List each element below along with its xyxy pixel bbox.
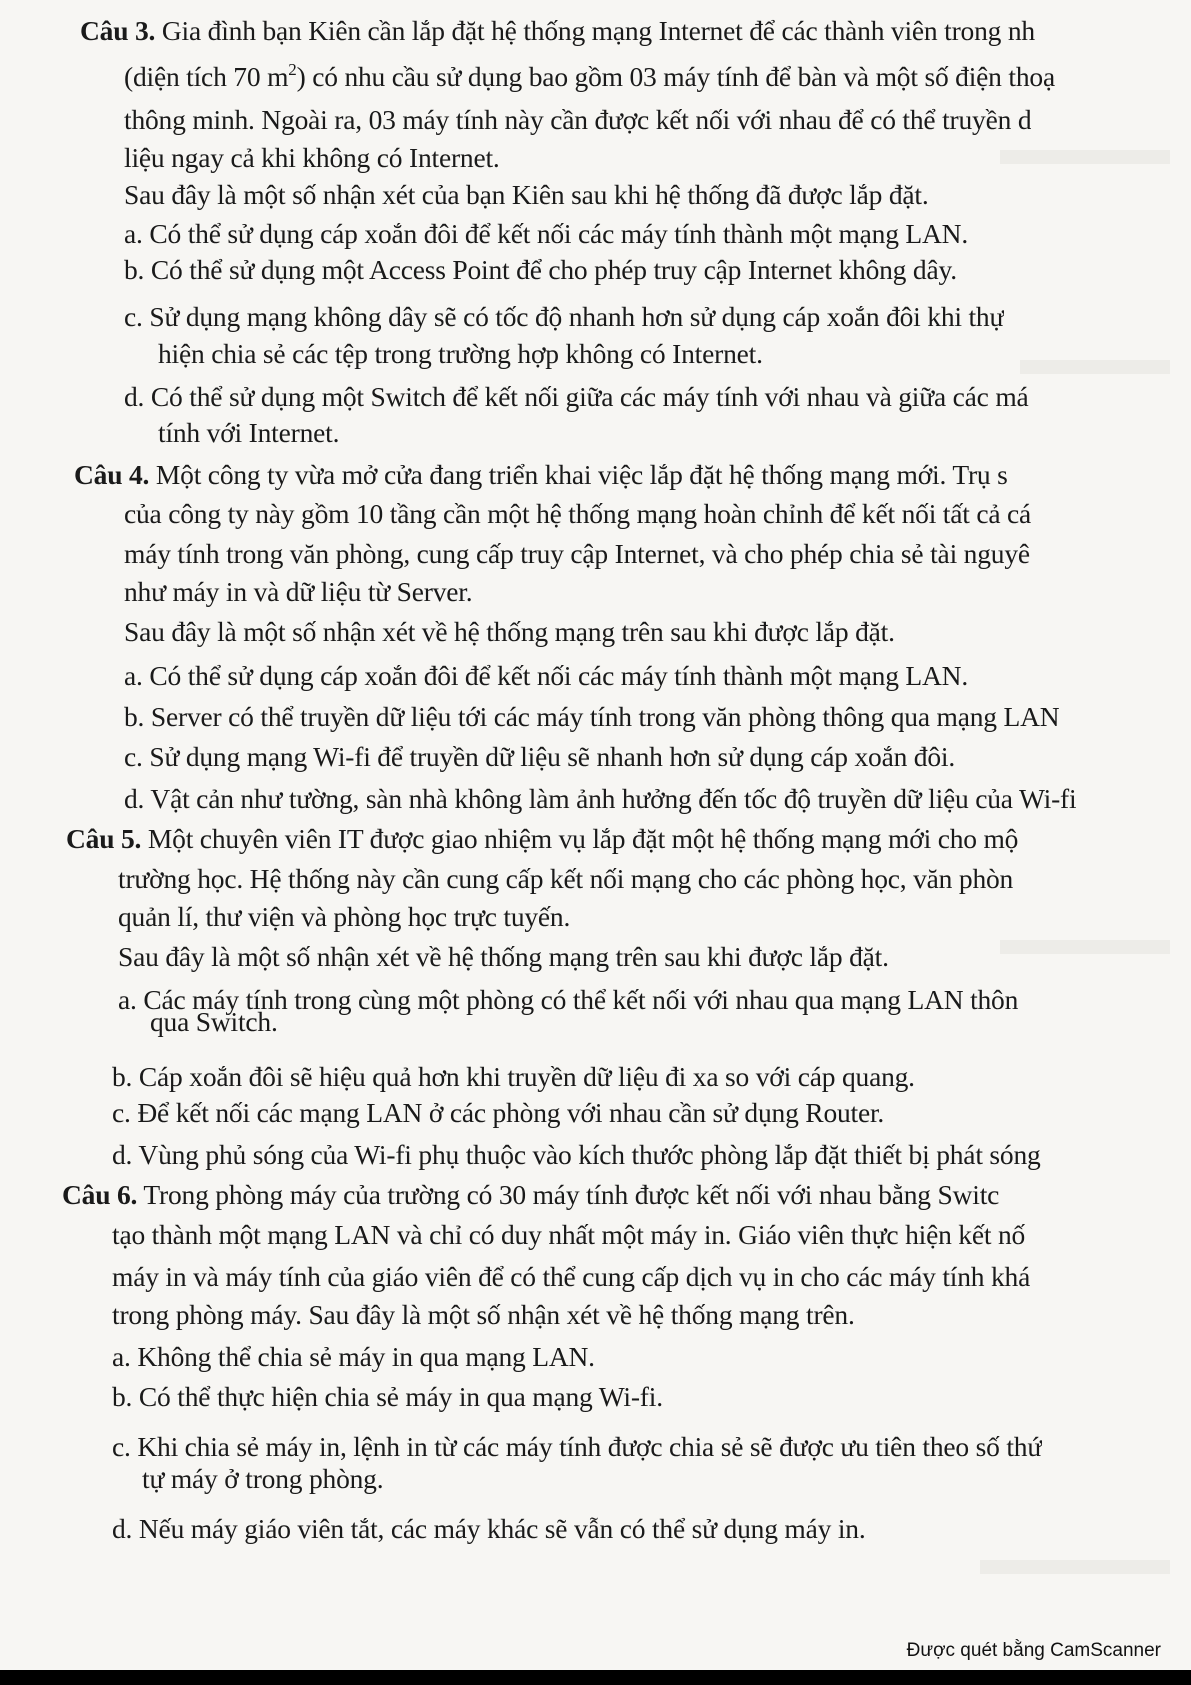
question-5-line-2: trường học. Hệ thống này cần cung cấp kết nối mạng cho các phòng học, văn phòn xyxy=(118,863,1014,894)
question-4-line-2: của công ty này gồm 10 tầng cần một hệ thống mạng hoàn chỉnh để kết nối tất cả cá xyxy=(124,498,1032,529)
question-5-option-c: c. Để kết nối các mạng LAN ở các phòng với nhau cần sử dụng Router. xyxy=(112,1097,885,1128)
question-5-option-a-cont: qua Switch. xyxy=(150,1006,278,1037)
question-6-option-c-cont: tự máy ở trong phòng. xyxy=(142,1463,384,1494)
question-3-intro: Sau đây là một số nhận xét của bạn Kiên sau khi hệ thống đã được lắp đặt. xyxy=(124,179,929,210)
question-6-option-b: b. Có thể thực hiện chia sẻ máy in qua mạng Wi-fi. xyxy=(112,1381,663,1412)
bleed-through-mark xyxy=(980,1560,1170,1574)
question-5-option-d: d. Vùng phủ sóng của Wi-fi phụ thuộc vào kích thước phòng lắp đặt thiết bị phát sóng xyxy=(112,1139,1041,1170)
question-6-option-a: a. Không thể chia sẻ máy in qua mạng LAN. xyxy=(112,1341,595,1372)
question-3-line-3: thông minh. Ngoài ra, 03 máy tính này cần được kết nối với nhau để có thể truyền d xyxy=(124,104,1032,135)
question-3-option-c: c. Sử dụng mạng không dây sẽ có tốc độ nhanh hơn sử dụng cáp xoắn đôi khi thự xyxy=(124,301,1005,332)
question-5-option-a: a. Các máy tính trong cùng một phòng có thể kết nối với nhau qua mạng LAN thôn xyxy=(118,984,1019,1015)
question-5-option-b: b. Cáp xoắn đôi sẽ hiệu quả hơn khi truyền dữ liệu đi xa so với cáp quang. xyxy=(112,1061,915,1092)
question-3-line-4: liệu ngay cả khi không có Internet. xyxy=(124,142,500,173)
question-4-option-c: c. Sử dụng mạng Wi-fi để truyền dữ liệu sẽ nhanh hơn sử dụng cáp xoắn đôi. xyxy=(124,741,956,772)
question-4-label: Câu 4. xyxy=(74,459,150,490)
question-6-line-4: trong phòng máy. Sau đây là một số nhận xét về hệ thống mạng trên. xyxy=(112,1299,855,1330)
bleed-through-mark xyxy=(1000,150,1170,164)
question-4-option-d: d. Vật cản như tường, sàn nhà không làm ảnh hưởng đến tốc độ truyền dữ liệu của Wi-fi xyxy=(124,783,1077,814)
question-3-option-d: d. Có thể sử dụng một Switch để kết nối giữa các máy tính với nhau và giữa các má xyxy=(124,381,1029,412)
superscript: 2 xyxy=(288,60,297,79)
question-5-label: Câu 5. xyxy=(66,823,142,854)
bleed-through-mark xyxy=(1020,360,1170,374)
question-3-line-1: Câu 3. Gia đình bạn Kiên cần lắp đặt hệ thống mạng Internet để các thành viên trong nh xyxy=(80,15,1035,46)
question-4-line-1: Câu 4. Một công ty vừa mở cửa đang triển khai việc lắp đặt hệ thống mạng mới. Trụ s xyxy=(74,459,1008,490)
question-3-option-a: a. Có thể sử dụng cáp xoắn đôi để kết nối các máy tính thành một mạng LAN. xyxy=(124,218,969,249)
question-3-option-c-cont: hiện chia sẻ các tệp trong trường hợp không có Internet. xyxy=(158,338,763,369)
question-4-intro: Sau đây là một số nhận xét về hệ thống mạng trên sau khi được lắp đặt. xyxy=(124,616,895,647)
scanner-watermark: Được quét bằng CamScanner xyxy=(906,1640,1161,1661)
question-3-line-2: (diện tích 70 $m^2$) có nhu cầu sử dụng bao gồm 03 máy tính để bàn và một số điện thoạ xyxy=(124,60,1055,92)
question-6-label: Câu 6. xyxy=(62,1179,138,1210)
question-6-line-3: máy in và máy tính của giáo viên để có thể cung cấp dịch vụ in cho các máy tính khá xyxy=(112,1261,1031,1292)
question-6-option-d: d. Nếu máy giáo viên tắt, các máy khác sẽ vẫn có thể sử dụng máy in. xyxy=(112,1513,866,1544)
question-3-label: Câu 3. xyxy=(80,15,156,46)
bleed-through-mark xyxy=(1000,940,1170,954)
question-4-line-3: máy tính trong văn phòng, cung cấp truy cập Internet, và cho phép chia sẻ tài nguyê xyxy=(124,538,1030,569)
question-4-line-4: như máy in và dữ liệu từ Server. xyxy=(124,576,473,607)
question-3-option-d-cont: tính với Internet. xyxy=(158,417,340,448)
question-5-line-1: Câu 5. Một chuyên viên IT được giao nhiệm vụ lắp đặt một hệ thống mạng mới cho mộ xyxy=(66,823,1019,854)
question-3-option-b: b. Có thể sử dụng một Access Point để cho phép truy cập Internet không dây. xyxy=(124,254,957,285)
question-6-option-c: c. Khi chia sẻ máy in, lệnh in từ các máy tính được chia sẻ sẽ được ưu tiên theo số thứ xyxy=(112,1431,1043,1462)
question-6-line-1: Câu 6. Trong phòng máy của trường có 30 máy tính được kết nối với nhau bằng Switc xyxy=(62,1179,1000,1210)
question-4-option-a: a. Có thể sử dụng cáp xoắn đôi để kết nối các máy tính thành một mạng LAN. xyxy=(124,660,969,691)
question-5-line-3: quản lí, thư viện và phòng học trực tuyến. xyxy=(118,901,571,932)
scan-edge xyxy=(0,1670,1191,1685)
question-4-option-b: b. Server có thể truyền dữ liệu tới các máy tính trong văn phòng thông qua mạng LAN xyxy=(124,701,1060,732)
question-6-line-2: tạo thành một mạng LAN và chỉ có duy nhất một máy in. Giáo viên thực hiện kết nố xyxy=(112,1219,1026,1250)
question-5-intro: Sau đây là một số nhận xét về hệ thống mạng trên sau khi được lắp đặt. xyxy=(118,941,889,972)
